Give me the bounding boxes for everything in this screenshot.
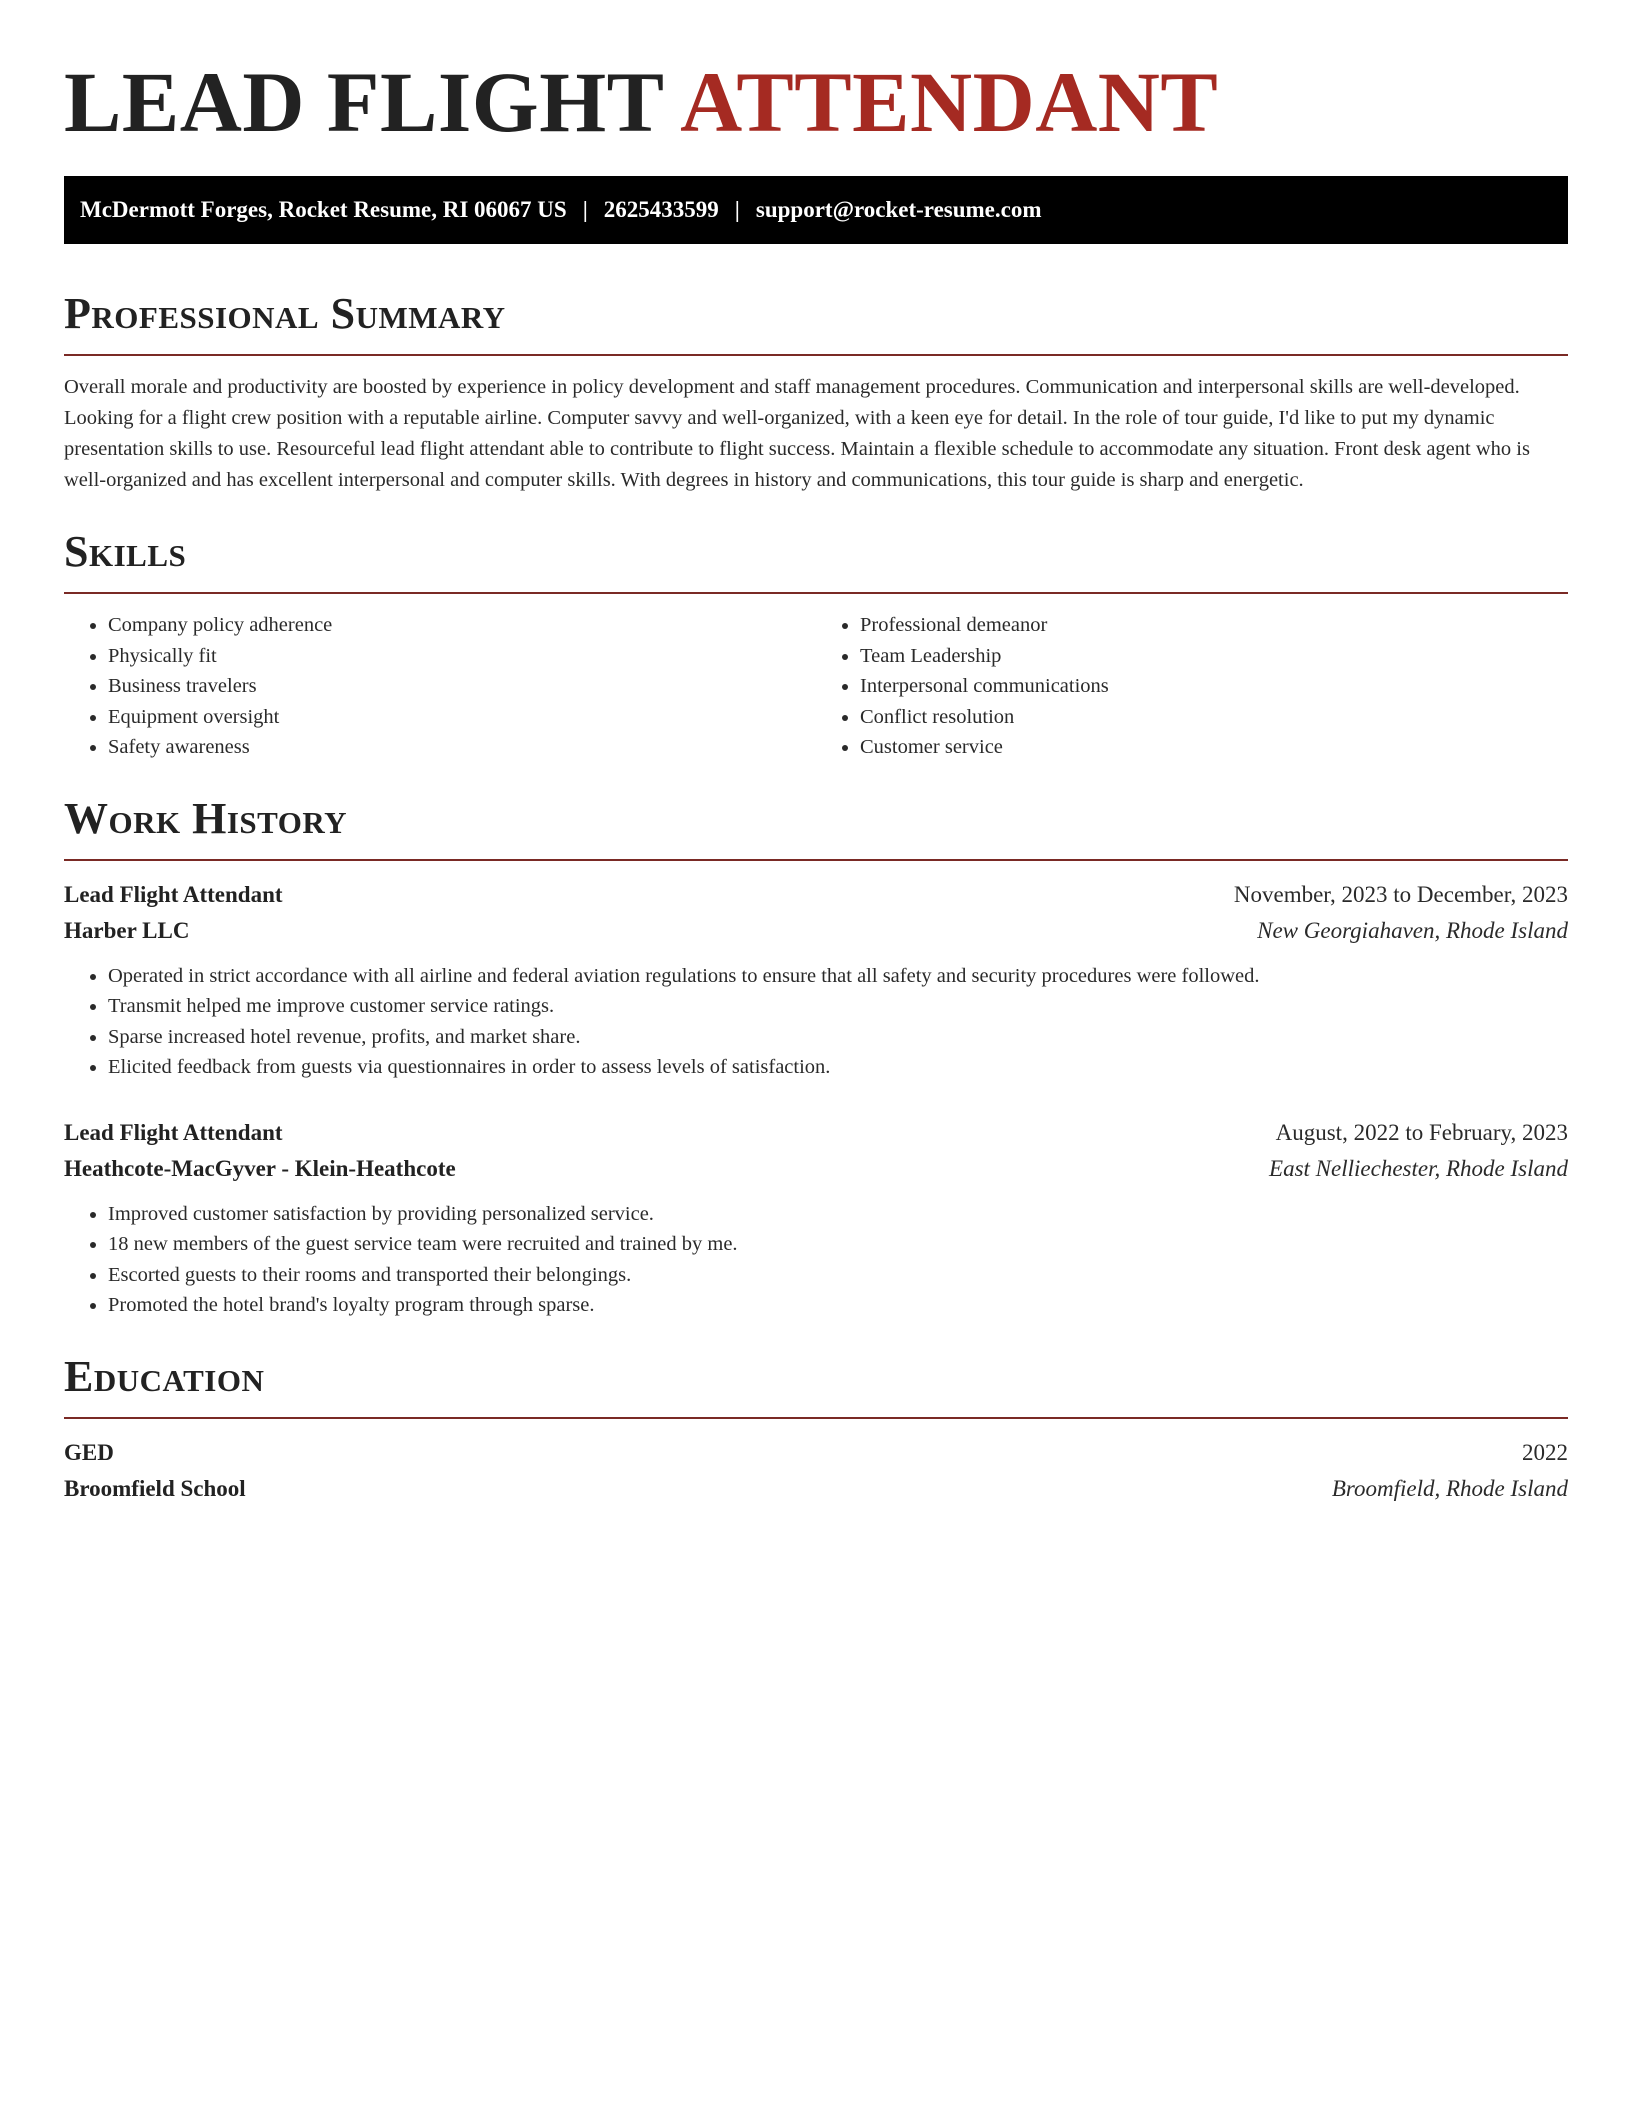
job-bullet: • Improved customer satisfaction by providing personalized service.: [108, 1199, 1568, 1230]
job-bullet: • Operated in strict accordance with all airline and federal aviation regulations to ensure that all safety and security procedures were followed.: [108, 961, 1568, 992]
job-location: New Georgiahaven, Rhode Island: [1257, 917, 1568, 943]
skill-item: • Professional demeanor: [860, 610, 1568, 641]
summary-section: [64, 288, 1568, 496]
skills-list-left: [64, 610, 816, 763]
education-degree: GED: [64, 1439, 114, 1465]
job-dates: August, 2022 to February, 2023: [1275, 1119, 1568, 1145]
education-heading: Education: [64, 1351, 265, 1401]
contact-phone: 2625433599: [603, 197, 719, 222]
work-history-heading: Work History: [64, 793, 348, 843]
contact-bar: [64, 176, 1568, 244]
job-dates: November, 2023 to December, 2023: [1233, 881, 1568, 907]
job-company: Heathcote-MacGyver - Klein-Heathcote: [64, 1155, 456, 1181]
job-bullet: • Elicited feedback from guests via questionnaires in order to assess levels of satisfaction.: [108, 1052, 1568, 1083]
job-header-row: [64, 877, 1568, 913]
job-entry: [64, 877, 1568, 1083]
education-section: [64, 1351, 1568, 1507]
job-location: East Nelliechester, Rhode Island: [1269, 1155, 1568, 1181]
work-history-section: [64, 793, 1568, 1321]
skills-columns: [64, 610, 1568, 763]
skill-item: • Interpersonal communications: [860, 671, 1568, 702]
job-bullet: • Escorted guests to their rooms and transported their belongings.: [108, 1260, 1568, 1291]
section-divider: [64, 1417, 1568, 1419]
job-bullet: • Transmit helped me improve customer service ratings.: [108, 991, 1568, 1022]
contact-address: McDermott Forges, Rocket Resume, RI 06067 US: [80, 197, 567, 222]
contact-email: support@rocket-resume.com: [755, 197, 1042, 222]
skills-list-right: [816, 610, 1568, 763]
job-bullets: [64, 1199, 1568, 1321]
section-divider: [64, 592, 1568, 594]
education-year: 2022: [1522, 1439, 1568, 1465]
section-divider: [64, 859, 1568, 861]
summary-heading: Professional Summary: [64, 289, 506, 338]
contact-separator: |: [582, 197, 588, 222]
page-title: [64, 52, 1568, 152]
education-school-row: [64, 1471, 1568, 1507]
contact-separator: |: [734, 197, 740, 222]
job-company-row: [64, 1151, 1568, 1187]
job-company: Harber LLC: [64, 917, 190, 943]
skill-item: • Equipment oversight: [108, 702, 816, 733]
job-bullets: [64, 961, 1568, 1083]
job-bullet: • Sparse increased hotel revenue, profits, and market share.: [108, 1022, 1568, 1053]
education-degree-row: [64, 1435, 1568, 1471]
skill-item: • Team Leadership: [860, 641, 1568, 672]
title-main: LEAD FLIGHT: [64, 54, 663, 150]
summary-text: Overall morale and productivity are boosted by experience in policy development and staff management procedures. Communication and interpersonal skills are well-developed. Looking for a flight crew position with a reputable airline. Computer savvy and well-organized, with a keen eye for detail. In the role of tour guide, I'd like to put my dynamic presentation skills to use. Resourceful lead flight attendant able to contribute to flight success. Maintain a flexible schedule to accommodate any situation. Front desk agent who is well-organized and has excellent interpersonal and computer skills. With degrees in history and communications, this tour guide is sharp and energetic.: [64, 376, 1530, 491]
job-bullet: • Promoted the hotel brand's loyalty program through sparse.: [108, 1290, 1568, 1321]
skill-item: • Safety awareness: [108, 732, 816, 763]
skill-item: • Conflict resolution: [860, 702, 1568, 733]
skills-section: [64, 526, 1568, 763]
education-location: Broomfield, Rhode Island: [1331, 1475, 1568, 1501]
skill-item: • Physically fit: [108, 641, 816, 672]
section-divider: [64, 354, 1568, 356]
job-bullet: • 18 new members of the guest service team were recruited and trained by me.: [108, 1229, 1568, 1260]
education-school: Broomfield School: [64, 1475, 246, 1501]
skill-item: • Company policy adherence: [108, 610, 816, 641]
job-header-row: [64, 1115, 1568, 1151]
job-company-row: [64, 913, 1568, 949]
skills-heading: Skills: [64, 527, 187, 576]
title-accent: ATTENDANT: [680, 54, 1219, 150]
job-position: Lead Flight Attendant: [64, 881, 283, 907]
job-entry: [64, 1115, 1568, 1321]
job-position: Lead Flight Attendant: [64, 1119, 283, 1145]
skill-item: • Business travelers: [108, 671, 816, 702]
skill-item: • Customer service: [860, 732, 1568, 763]
